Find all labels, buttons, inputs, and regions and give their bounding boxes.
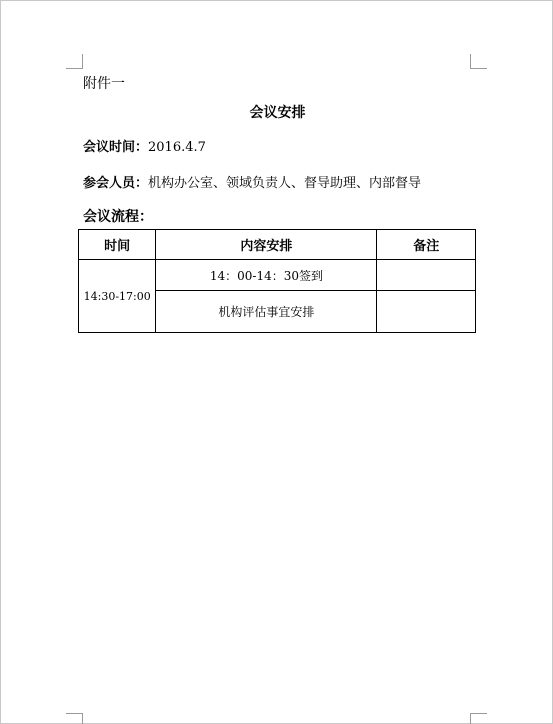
content-cell: 机构评估事宜安排 <box>156 291 377 333</box>
content-cell: 14：00-14：30签到 <box>156 260 377 291</box>
meeting-time-line <box>83 136 206 155</box>
meeting-time-label: 会议时间： <box>83 140 149 155</box>
header-note: 备注 <box>377 230 476 260</box>
time-cell: 14:30-17:00 <box>79 260 156 333</box>
table-header-row <box>79 230 476 260</box>
margin-mark-top-right <box>470 54 487 69</box>
meeting-time-value: 2016.4.7 <box>148 140 206 155</box>
header-time: 时间 <box>79 230 156 260</box>
table-row <box>79 260 476 291</box>
attendees-label: 参会人员： <box>83 176 149 191</box>
schedule-table <box>78 229 476 333</box>
attendees-value: 机构办公室、领域负责人、督导助理、内部督导 <box>148 176 422 191</box>
margin-mark-top-left <box>66 54 83 69</box>
note-cell <box>377 260 476 291</box>
margin-mark-bottom-left <box>66 713 83 724</box>
document-title: 会议安排 <box>249 105 306 121</box>
header-content: 内容安排 <box>156 230 377 260</box>
process-label: 会议流程： <box>83 209 153 225</box>
note-cell <box>377 291 476 333</box>
attendees-line <box>83 172 421 191</box>
margin-mark-bottom-right <box>470 713 487 724</box>
attachment-label: 附件一 <box>83 76 125 92</box>
